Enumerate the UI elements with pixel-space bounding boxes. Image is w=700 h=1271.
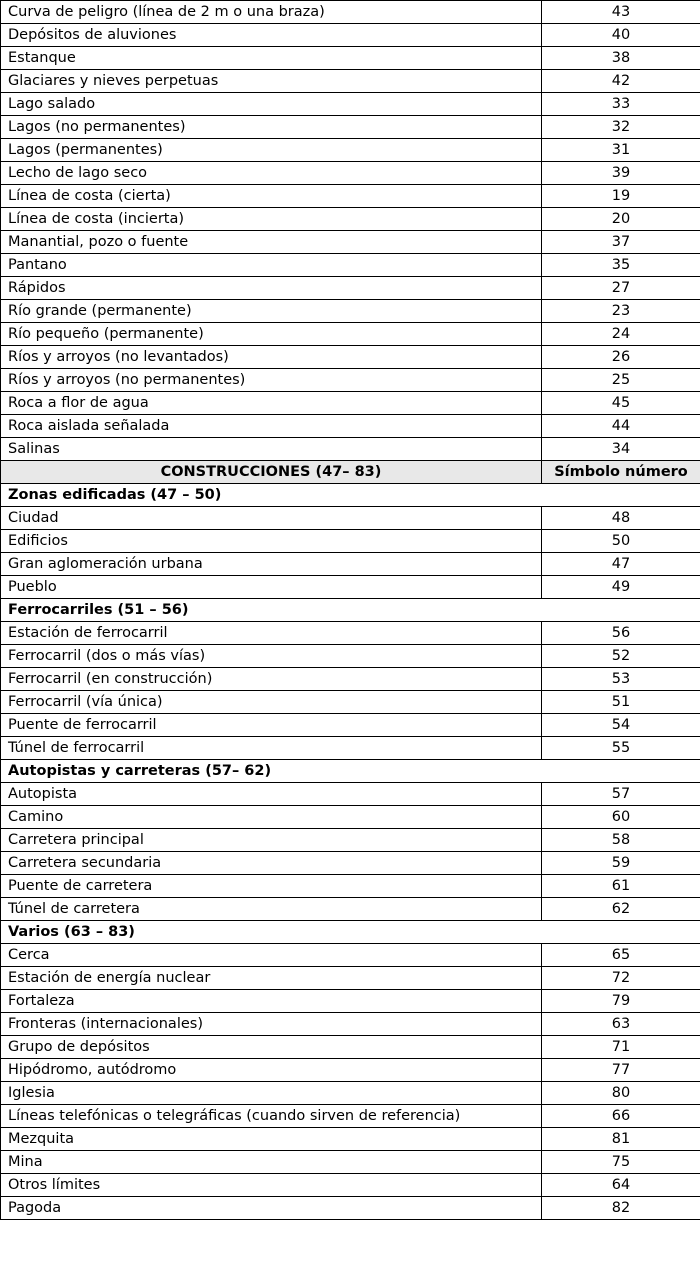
table-row xyxy=(1,1105,700,1128)
group-heading: Autopistas y carreteras (57– 62) xyxy=(1,760,700,783)
table-row xyxy=(1,116,700,139)
symbol-name-cell: Ferrocarril (en construcción) xyxy=(1,668,542,691)
symbol-name-cell: Hipódromo, autódromo xyxy=(1,1059,542,1082)
symbol-number-cell: 37 xyxy=(542,231,700,254)
symbol-name-cell: Camino xyxy=(1,806,542,829)
symbol-number-cell: 58 xyxy=(542,829,700,852)
symbol-number-cell: 42 xyxy=(542,70,700,93)
symbol-number-cell: 57 xyxy=(542,783,700,806)
table-row xyxy=(1,438,700,461)
symbol-number-cell: 34 xyxy=(542,438,700,461)
symbol-number-cell: 39 xyxy=(542,162,700,185)
symbol-name-cell: Puente de ferrocarril xyxy=(1,714,542,737)
table-row xyxy=(1,346,700,369)
symbol-number-cell: 35 xyxy=(542,254,700,277)
symbol-name-cell: Fronteras (internacionales) xyxy=(1,1013,542,1036)
table-row xyxy=(1,1082,700,1105)
symbol-number-cell: 65 xyxy=(542,944,700,967)
table-row xyxy=(1,967,700,990)
symbol-number-cell: 44 xyxy=(542,415,700,438)
table-row xyxy=(1,576,700,599)
symbol-number-cell: 56 xyxy=(542,622,700,645)
symbol-name-cell: Túnel de ferrocarril xyxy=(1,737,542,760)
symbol-name-cell: Líneas telefónicas o telegráficas (cuando sirven de referencia) xyxy=(1,1105,542,1128)
table-row xyxy=(1,714,700,737)
symbol-number-cell: 33 xyxy=(542,93,700,116)
symbol-number-cell: 31 xyxy=(542,139,700,162)
symbol-name-cell: Estación de ferrocarril xyxy=(1,622,542,645)
table-row xyxy=(1,254,700,277)
table-row xyxy=(1,162,700,185)
symbol-name-cell: Pueblo xyxy=(1,576,542,599)
symbol-number-cell: 66 xyxy=(542,1105,700,1128)
symbol-name-cell: Otros límites xyxy=(1,1174,542,1197)
table-row xyxy=(1,645,700,668)
table-row xyxy=(1,392,700,415)
table-row xyxy=(1,737,700,760)
table-row xyxy=(1,898,700,921)
table-row xyxy=(1,369,700,392)
table-row xyxy=(1,231,700,254)
symbol-name-cell: Estanque xyxy=(1,47,542,70)
symbol-name-cell: Lagos (permanentes) xyxy=(1,139,542,162)
symbol-name-cell: Mina xyxy=(1,1151,542,1174)
symbol-number-cell: 81 xyxy=(542,1128,700,1151)
symbol-name-cell: Salinas xyxy=(1,438,542,461)
group-heading-row xyxy=(1,921,700,944)
symbol-number-cell: 59 xyxy=(542,852,700,875)
symbol-name-cell: Ferrocarril (vía única) xyxy=(1,691,542,714)
table-row xyxy=(1,1197,700,1220)
table-row xyxy=(1,507,700,530)
symbol-name-cell: Carretera principal xyxy=(1,829,542,852)
symbol-number-cell: 24 xyxy=(542,323,700,346)
table-row xyxy=(1,47,700,70)
symbol-number-cell: 27 xyxy=(542,277,700,300)
symbol-name-cell: Estación de energía nuclear xyxy=(1,967,542,990)
symbol-number-cell: 47 xyxy=(542,553,700,576)
symbol-number-cell: 64 xyxy=(542,1174,700,1197)
symbol-name-cell: Glaciares y nieves perpetuas xyxy=(1,70,542,93)
symbol-number-cell: 60 xyxy=(542,806,700,829)
table-row xyxy=(1,806,700,829)
table-row xyxy=(1,1059,700,1082)
symbol-name-cell: Lago salado xyxy=(1,93,542,116)
symbol-number-cell: 79 xyxy=(542,990,700,1013)
symbol-number-cell: 50 xyxy=(542,530,700,553)
symbol-number-cell: 77 xyxy=(542,1059,700,1082)
symbol-number-cell: 72 xyxy=(542,967,700,990)
symbol-name-cell: Ciudad xyxy=(1,507,542,530)
table-row xyxy=(1,1128,700,1151)
symbol-name-cell: Iglesia xyxy=(1,1082,542,1105)
symbol-name-cell: Túnel de carretera xyxy=(1,898,542,921)
group-heading-row xyxy=(1,760,700,783)
symbol-name-cell: Manantial, pozo o fuente xyxy=(1,231,542,254)
symbol-name-cell: Lagos (no permanentes) xyxy=(1,116,542,139)
symbol-number-cell: 80 xyxy=(542,1082,700,1105)
table-row xyxy=(1,990,700,1013)
symbol-number-cell: 54 xyxy=(542,714,700,737)
symbol-number-cell: 53 xyxy=(542,668,700,691)
symbol-number-cell: 19 xyxy=(542,185,700,208)
table-row xyxy=(1,1174,700,1197)
table-row xyxy=(1,70,700,93)
symbol-number-cell: 82 xyxy=(542,1197,700,1220)
table-row xyxy=(1,93,700,116)
symbol-number-cell: 26 xyxy=(542,346,700,369)
symbol-name-cell: Carretera secundaria xyxy=(1,852,542,875)
table-row xyxy=(1,300,700,323)
symbol-name-cell: Cerca xyxy=(1,944,542,967)
table-row xyxy=(1,1036,700,1059)
symbol-number-cell: 25 xyxy=(542,369,700,392)
symbol-name-cell: Ríos y arroyos (no permanentes) xyxy=(1,369,542,392)
group-heading: Ferrocarriles (51 – 56) xyxy=(1,599,700,622)
symbol-name-cell: Pantano xyxy=(1,254,542,277)
table-row xyxy=(1,553,700,576)
symbol-name-cell: Curva de peligro (línea de 2 m o una braza) xyxy=(1,1,542,24)
table-row xyxy=(1,829,700,852)
symbols-table-body xyxy=(1,1,700,1220)
symbol-name-cell: Fortaleza xyxy=(1,990,542,1013)
symbol-number-cell: 38 xyxy=(542,47,700,70)
table-row xyxy=(1,668,700,691)
table-row xyxy=(1,24,700,47)
section-header-row xyxy=(1,461,700,484)
symbol-name-cell: Gran aglomeración urbana xyxy=(1,553,542,576)
symbol-name-cell: Edificios xyxy=(1,530,542,553)
symbol-name-cell: Ríos y arroyos (no levantados) xyxy=(1,346,542,369)
group-heading-row xyxy=(1,484,700,507)
table-row xyxy=(1,139,700,162)
symbol-number-cell: 43 xyxy=(542,1,700,24)
table-row xyxy=(1,530,700,553)
symbol-number-cell: 32 xyxy=(542,116,700,139)
symbol-number-cell: 20 xyxy=(542,208,700,231)
group-heading-row xyxy=(1,599,700,622)
symbol-name-cell: Lecho de lago seco xyxy=(1,162,542,185)
table-row xyxy=(1,1013,700,1036)
symbol-name-cell: Río pequeño (permanente) xyxy=(1,323,542,346)
table-row xyxy=(1,622,700,645)
symbol-name-cell: Pagoda xyxy=(1,1197,542,1220)
symbol-number-cell: 52 xyxy=(542,645,700,668)
symbol-name-cell: Mezquita xyxy=(1,1128,542,1151)
symbol-number-cell: 62 xyxy=(542,898,700,921)
symbol-number-cell: 55 xyxy=(542,737,700,760)
table-row xyxy=(1,852,700,875)
symbol-name-cell: Puente de carretera xyxy=(1,875,542,898)
table-row xyxy=(1,1151,700,1174)
table-row xyxy=(1,783,700,806)
table-row xyxy=(1,185,700,208)
table-row xyxy=(1,691,700,714)
symbol-name-cell: Línea de costa (incierta) xyxy=(1,208,542,231)
symbol-number-cell: 75 xyxy=(542,1151,700,1174)
symbol-number-cell: 23 xyxy=(542,300,700,323)
table-row xyxy=(1,277,700,300)
symbol-number-cell: 48 xyxy=(542,507,700,530)
group-heading: Zonas edificadas (47 – 50) xyxy=(1,484,700,507)
table-row xyxy=(1,944,700,967)
table-row xyxy=(1,875,700,898)
section-header-column-label: Símbolo número xyxy=(542,461,700,484)
symbol-name-cell: Rápidos xyxy=(1,277,542,300)
section-header-title: CONSTRUCCIONES (47– 83) xyxy=(1,461,542,484)
group-heading: Varios (63 – 83) xyxy=(1,921,700,944)
symbol-number-cell: 45 xyxy=(542,392,700,415)
symbol-number-cell: 71 xyxy=(542,1036,700,1059)
table-row xyxy=(1,415,700,438)
table-row xyxy=(1,323,700,346)
symbol-name-cell: Río grande (permanente) xyxy=(1,300,542,323)
symbol-name-cell: Roca a flor de agua xyxy=(1,392,542,415)
symbol-number-cell: 61 xyxy=(542,875,700,898)
table-row xyxy=(1,208,700,231)
symbol-name-cell: Autopista xyxy=(1,783,542,806)
symbol-number-cell: 63 xyxy=(542,1013,700,1036)
table-row xyxy=(1,1,700,24)
symbol-number-cell: 40 xyxy=(542,24,700,47)
symbol-name-cell: Roca aislada señalada xyxy=(1,415,542,438)
symbol-number-cell: 51 xyxy=(542,691,700,714)
symbol-name-cell: Línea de costa (cierta) xyxy=(1,185,542,208)
symbol-name-cell: Grupo de depósitos xyxy=(1,1036,542,1059)
symbol-name-cell: Depósitos de aluviones xyxy=(1,24,542,47)
symbol-name-cell: Ferrocarril (dos o más vías) xyxy=(1,645,542,668)
symbol-number-cell: 49 xyxy=(542,576,700,599)
